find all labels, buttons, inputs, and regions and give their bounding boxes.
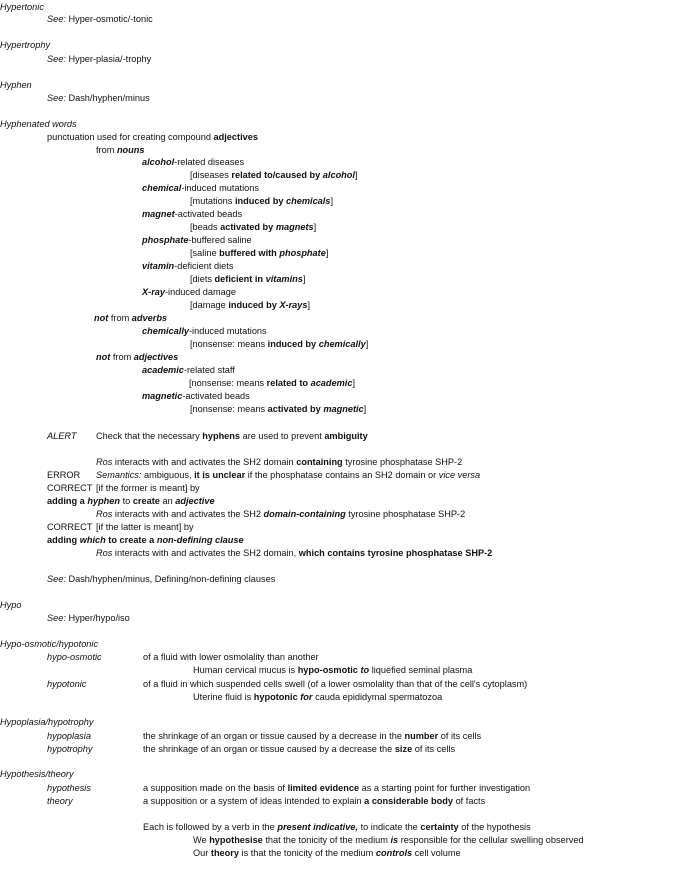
definition-text: a supposition or a system of ideas intended to explain <box>143 796 362 806</box>
sentence-text: interacts with and activates the SH2 domain, <box>114 548 297 558</box>
example-rest: -related diseases <box>174 157 245 167</box>
example-compound <box>142 366 235 375</box>
see-label: See: <box>47 93 66 103</box>
gloss-noun: chemicals <box>286 196 331 206</box>
see-label: See: <box>47 14 66 24</box>
entry-heading-hypertonic: Hypertonic <box>0 2 44 12</box>
alert-keyword: ambiguity <box>324 431 368 441</box>
gloss-bracket: ] <box>354 170 358 180</box>
gloss-bracket: ] <box>363 404 367 414</box>
note-keyword: certainty <box>420 822 459 832</box>
subheading-not-from-adverbs <box>94 314 167 323</box>
subheading-keyword: nouns <box>116 145 145 155</box>
entry-heading-hypo: Hypo <box>0 600 22 610</box>
gloss-noun: magnetic <box>323 404 364 414</box>
alert-label: ALERT <box>47 431 77 441</box>
definition-keyword: size <box>394 744 413 754</box>
definition-keyword: adjectives <box>213 132 258 142</box>
cross-reference-target: Hyper-plasia/-trophy <box>68 54 152 64</box>
example-rest: -deficient diets <box>174 261 234 271</box>
example-sentence <box>96 510 465 519</box>
gloss-text: [nonsense: means <box>189 378 265 388</box>
cross-reference-target: Dash/hyphen/minus <box>68 93 150 103</box>
example-gloss <box>189 379 355 388</box>
gloss-noun: chemically <box>318 339 366 349</box>
cross-reference <box>47 94 150 103</box>
sentence-keyword: theory <box>210 848 239 858</box>
cross-reference <box>47 55 151 64</box>
alert-text <box>96 432 368 441</box>
sentence-text: tyrosine phosphatase SHP-2 <box>348 509 466 519</box>
term-definition: of a fluid in which suspended cells swell (of a lower osmolality than that of the cell's cytoplasm) <box>143 679 528 689</box>
sentence-text: We <box>193 835 207 845</box>
method-text: adding <box>47 535 78 545</box>
gloss-keyword: induced by <box>267 339 317 349</box>
example-word: magnetic <box>142 391 183 401</box>
method-text: to create a <box>108 535 155 545</box>
example-rest: -induced mutations <box>189 326 267 336</box>
gloss-keyword: deficient in <box>214 274 264 284</box>
example-rest: -buffered saline <box>188 235 252 245</box>
gloss-bracket: ] <box>302 274 306 284</box>
gloss-bracket: ] <box>330 196 334 206</box>
sentence-text: cauda epididymal spermatozoa <box>315 692 443 702</box>
gloss-text: [beads <box>190 222 218 232</box>
example-compound <box>142 236 252 245</box>
example-compound <box>142 262 233 271</box>
example-rest: -induced damage <box>164 287 236 297</box>
note-text: Each is followed by a verb in the <box>143 822 275 832</box>
gloss-keyword: induced by <box>234 196 284 206</box>
definition-text: punctuation used for creating compound <box>47 132 211 142</box>
sentence-text: is that the tonicity of the medium <box>241 848 374 858</box>
correct-label: CORRECT <box>47 483 93 493</box>
definition <box>47 133 258 142</box>
sentence-keyword: domain-containing <box>263 509 346 519</box>
gloss-keyword: activated by <box>267 404 321 414</box>
sentence-text: tyrosine phosphatase SHP-2 <box>345 457 463 467</box>
gene-name: Ros <box>96 509 113 519</box>
gloss-text: [nonsense: means <box>190 404 266 414</box>
correction-method <box>47 497 215 506</box>
gloss-text: [nonsense: means <box>190 339 266 349</box>
sentence-text: interacts with and activates the SH2 domain <box>114 457 294 467</box>
sentence-keyword: hypothesise <box>209 835 263 845</box>
gloss-bracket: ] <box>313 222 317 232</box>
sentence-text: that the tonicity of the medium <box>265 835 388 845</box>
example-word: phosphate <box>142 235 189 245</box>
sentence-verb: is <box>390 835 399 845</box>
sentence-text: responsible for the cellular swelling observed <box>400 835 584 845</box>
note-text: of the hypothesis <box>461 822 531 832</box>
gloss-noun: vitamins <box>265 274 303 284</box>
correction-method <box>47 536 244 545</box>
gloss-noun: academic <box>310 378 353 388</box>
method-keyword: non-defining clause <box>156 535 244 545</box>
term-definition <box>143 732 481 741</box>
see-label: See: <box>47 613 66 623</box>
sentence-text: cell volume <box>414 848 461 858</box>
example-sentence <box>193 693 442 702</box>
definition-keyword: number <box>404 731 439 741</box>
example-compound <box>142 288 236 297</box>
example-gloss <box>190 405 366 414</box>
definition-text: of its cells <box>440 731 482 741</box>
definition-keyword: a considerable body <box>364 796 453 806</box>
error-text-part: ambiguous, <box>144 470 192 480</box>
example-word: academic <box>142 365 184 375</box>
term: hypotonic <box>47 679 87 689</box>
correct-label: CORRECT <box>47 522 93 532</box>
error-latin: vice versa <box>438 470 481 480</box>
sentence-preposition: for <box>300 692 313 702</box>
term: hypothesis <box>47 783 91 793</box>
entry-heading-hypertrophy: Hypertrophy <box>0 40 51 50</box>
term: hypo-osmotic <box>47 652 102 662</box>
subheading-keyword: adjectives <box>133 352 179 362</box>
entry-heading-hypo-osmotic: Hypo-osmotic/hypotonic <box>0 639 99 649</box>
cross-reference-target: Dash/hyphen/minus, Defining/non-defining clauses <box>68 574 276 584</box>
example-gloss <box>190 301 310 310</box>
example-sentence <box>193 849 461 858</box>
sentence-keyword: which contains tyrosine phosphatase SHP-2 <box>298 548 493 558</box>
subheading-not-from-adjectives <box>96 353 178 362</box>
subheading-negation: not <box>96 352 111 362</box>
subheading-text: from <box>96 145 115 155</box>
definition-text: of its cells <box>414 744 456 754</box>
method-keyword: which <box>79 535 106 545</box>
error-keyword: it is unclear <box>194 470 246 480</box>
definition-text: the shrinkage of an organ or tissue caused by a decrease in the <box>143 731 402 741</box>
correct-condition: [if the former is meant] by <box>96 483 200 493</box>
sentence-text: liquefied seminal plasma <box>371 665 473 675</box>
cross-reference-target: Hyper-osmotic/-tonic <box>68 14 153 24</box>
example-compound <box>142 392 250 401</box>
entry-heading-hyphenated-words: Hyphenated words <box>0 119 77 129</box>
subheading-negation: not <box>94 313 109 323</box>
gloss-text: [saline <box>190 248 217 258</box>
sentence-preposition: to <box>360 665 370 675</box>
gloss-text: [diets <box>190 274 212 284</box>
alert-keyword: hyphens <box>202 431 241 441</box>
gloss-noun: phosphate <box>279 248 326 258</box>
gloss-text: [diseases <box>190 170 229 180</box>
gloss-bracket: ] <box>325 248 329 258</box>
sentence-keyword: containing <box>296 457 343 467</box>
see-label: See: <box>47 54 66 64</box>
error-label: ERROR <box>47 470 81 480</box>
example-word: magnet <box>142 209 175 219</box>
sentence-verb: controls <box>375 848 413 858</box>
example-rest: -induced mutations <box>181 183 259 193</box>
example-sentence <box>193 836 584 845</box>
term-definition: of a fluid with lower osmolality than another <box>143 652 319 662</box>
cross-reference-target: Hyper/hypo/iso <box>68 613 130 623</box>
correct-condition: [if the latter is meant] by <box>96 522 194 532</box>
gloss-text: [mutations <box>190 196 233 206</box>
method-keyword: hyphen <box>87 496 121 506</box>
gene-name: Ros <box>96 548 113 558</box>
entry-heading-hypothesis: Hypothesis/theory <box>0 769 74 779</box>
method-text: to <box>122 496 131 506</box>
definition-text: the shrinkage of an organ or tissue caused by a decrease the <box>143 744 393 754</box>
example-word: chemically <box>142 326 189 336</box>
sentence-text: Our <box>193 848 209 858</box>
definition-text: as a starting point for further investigation <box>361 783 531 793</box>
definition-keyword: limited evidence <box>287 783 360 793</box>
error-category: Semantics: <box>96 470 142 480</box>
definition-text: of facts <box>455 796 486 806</box>
gloss-keyword: induced by <box>228 300 277 310</box>
example-gloss <box>190 223 316 232</box>
definition-text: a supposition made on the basis of <box>143 783 285 793</box>
example-gloss <box>190 275 305 284</box>
gloss-text: [damage <box>190 300 226 310</box>
alert-text-part: Check that the necessary <box>96 431 200 441</box>
gloss-noun: X-rays <box>279 300 308 310</box>
subheading-text: from <box>112 352 132 362</box>
cross-reference <box>47 575 275 584</box>
gloss-keyword: buffered with <box>219 248 277 258</box>
alert-text-part: are used to prevent <box>242 431 322 441</box>
gloss-bracket: ] <box>307 300 311 310</box>
example-word: vitamin <box>142 261 175 271</box>
example-rest: -activated beads <box>182 391 250 401</box>
term: theory <box>47 796 73 806</box>
cross-reference <box>47 614 130 623</box>
example-gloss <box>190 197 333 206</box>
example-compound <box>142 327 267 336</box>
subheading-keyword: adverbs <box>131 313 168 323</box>
note-keyword: present indicative, <box>277 822 359 832</box>
see-label: See: <box>47 574 66 584</box>
error-text <box>96 471 480 480</box>
gloss-keyword: related to <box>266 378 309 388</box>
method-text: adding a <box>47 496 85 506</box>
entry-heading-hypoplasia: Hypoplasia/hypotrophy <box>0 717 94 727</box>
method-keyword: adjective <box>175 496 215 506</box>
subheading-text: from <box>110 313 130 323</box>
method-text: an <box>162 496 173 506</box>
sentence-text: Human cervical mucus is <box>193 665 296 675</box>
gloss-bracket: ] <box>365 339 369 349</box>
example-word: chemical <box>142 183 182 193</box>
example-compound <box>142 184 259 193</box>
gloss-noun: magnets <box>275 222 314 232</box>
term-definition <box>143 745 455 754</box>
gene-name: Ros <box>96 457 113 467</box>
example-gloss <box>190 171 358 180</box>
gloss-noun: alcohol <box>322 170 355 180</box>
gloss-keyword: related to/caused by <box>231 170 321 180</box>
sentence-text: interacts with and activates the SH2 <box>114 509 261 519</box>
example-sentence <box>193 666 472 675</box>
example-rest: -activated beads <box>174 209 243 219</box>
entry-heading-hyphen: Hyphen <box>0 80 32 90</box>
term-definition <box>143 797 485 806</box>
example-compound <box>142 210 242 219</box>
example-gloss <box>190 249 328 258</box>
example-sentence <box>96 458 462 467</box>
term-definition <box>143 784 530 793</box>
method-text: create <box>132 496 160 506</box>
term: hypoplasia <box>47 731 91 741</box>
gloss-keyword: activated by <box>220 222 274 232</box>
cross-reference <box>47 15 153 24</box>
example-rest: -related staff <box>183 365 235 375</box>
example-compound <box>142 158 244 167</box>
example-word: X-ray <box>142 287 165 297</box>
sentence-keyword: hypo-osmotic <box>297 665 358 675</box>
subheading-from-nouns <box>96 146 145 155</box>
usage-note <box>143 823 531 832</box>
gloss-bracket: ] <box>352 378 356 388</box>
term: hypotrophy <box>47 744 93 754</box>
error-text-part: if the phosphatase contains an SH2 domain or <box>247 470 437 480</box>
sentence-text: Uterine fluid is <box>193 692 252 702</box>
example-gloss <box>190 340 368 349</box>
example-sentence <box>96 549 492 558</box>
example-word: alcohol <box>142 157 175 167</box>
note-text: to indicate the <box>360 822 418 832</box>
sentence-keyword: hypotonic <box>253 692 298 702</box>
